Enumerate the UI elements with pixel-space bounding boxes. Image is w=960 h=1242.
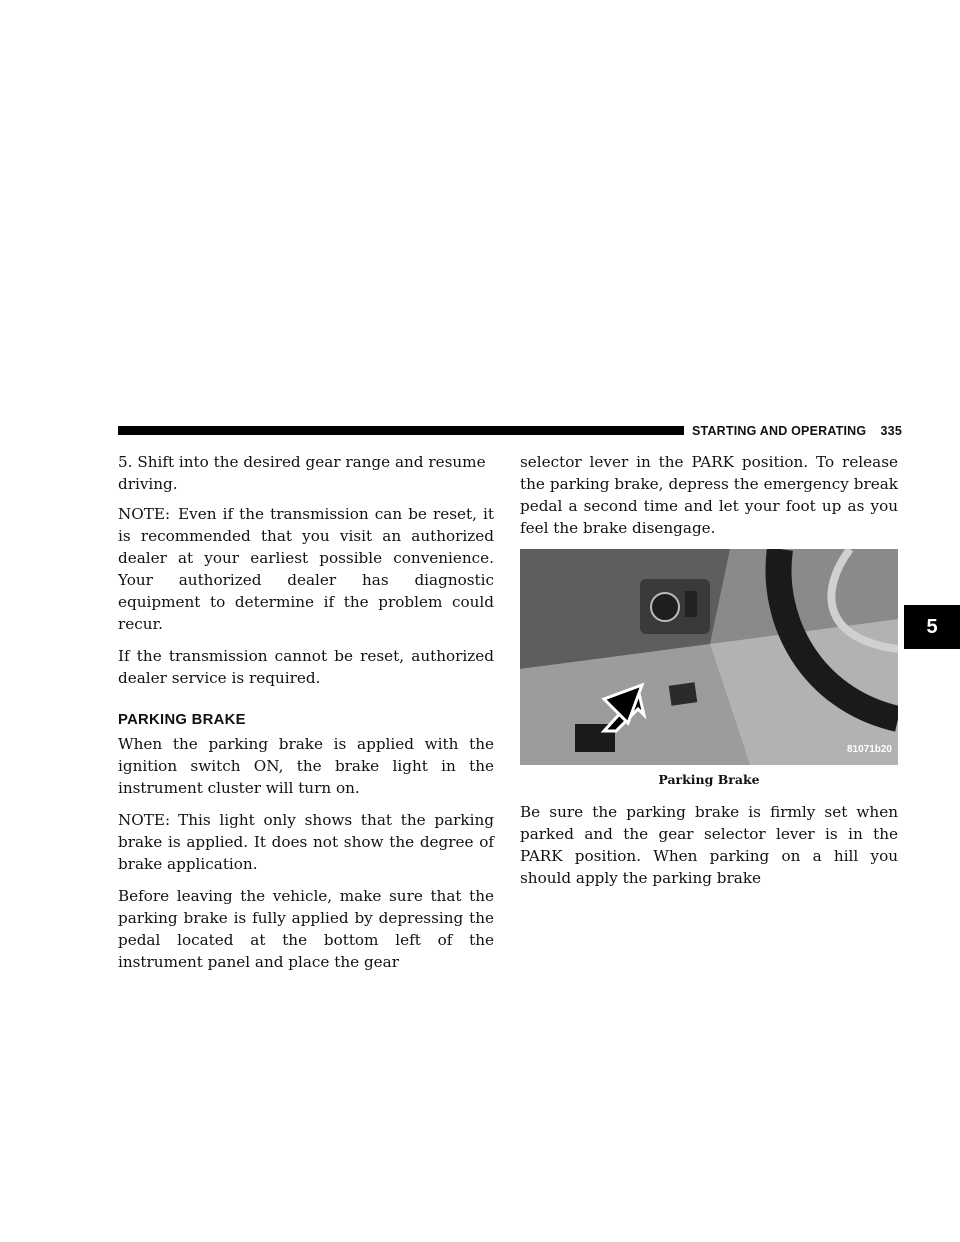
note-text: Even if the transmission can be reset, it is recommended that you visit an authorized dealer at your earliest possible convenience. Your authorized dealer has diagnostic equipment to determine if the problem could recur.: [118, 505, 494, 633]
figure-caption: Parking Brake: [658, 772, 760, 787]
step-paragraph: 5. Shift into the desired gear range and resume driving.: [118, 453, 486, 493]
body-paragraph: Before leaving the vehicle, make sure that the parking brake is fully applied by depressing the pedal located at the bottom left of the instrument panel and place the gear: [118, 887, 494, 971]
note-text: This light only shows that the parking brake is applied. It does not show the degree of brake application.: [118, 811, 494, 873]
chapter-tab: 5: [904, 605, 960, 649]
left-column: [118, 451, 494, 983]
note-paragraph: [118, 809, 494, 875]
dashboard-illustration: [520, 549, 898, 765]
note-paragraph: [118, 503, 494, 635]
running-header: [692, 422, 902, 440]
header-rule: [118, 426, 684, 435]
parking-brake-photo: [520, 549, 898, 765]
body-paragraph: selector lever in the PARK position. To release the parking brake, depress the emergency break pedal a second time and let your foot up as you feel the brake disengage.: [520, 453, 898, 537]
body-paragraph: When the parking brake is applied with the ignition switch ON, the brake light in the instrument cluster will turn on.: [118, 735, 494, 797]
note-label: NOTE:: [118, 505, 171, 523]
body-paragraph: If the transmission cannot be reset, authorized dealer service is required.: [118, 647, 494, 687]
figure-id: 81071b20: [846, 744, 892, 755]
section-heading: PARKING BRAKE: [118, 712, 246, 728]
note-label: NOTE:: [118, 811, 171, 829]
body-paragraph: Be sure the parking brake is firmly set when parked and the gear selector lever is in the PARK position. When parking on a hill you should apply the parking brake: [520, 803, 898, 887]
section-title: STARTING AND OPERATING: [692, 424, 867, 438]
right-column: [520, 451, 898, 899]
page-number: 335: [880, 424, 902, 438]
